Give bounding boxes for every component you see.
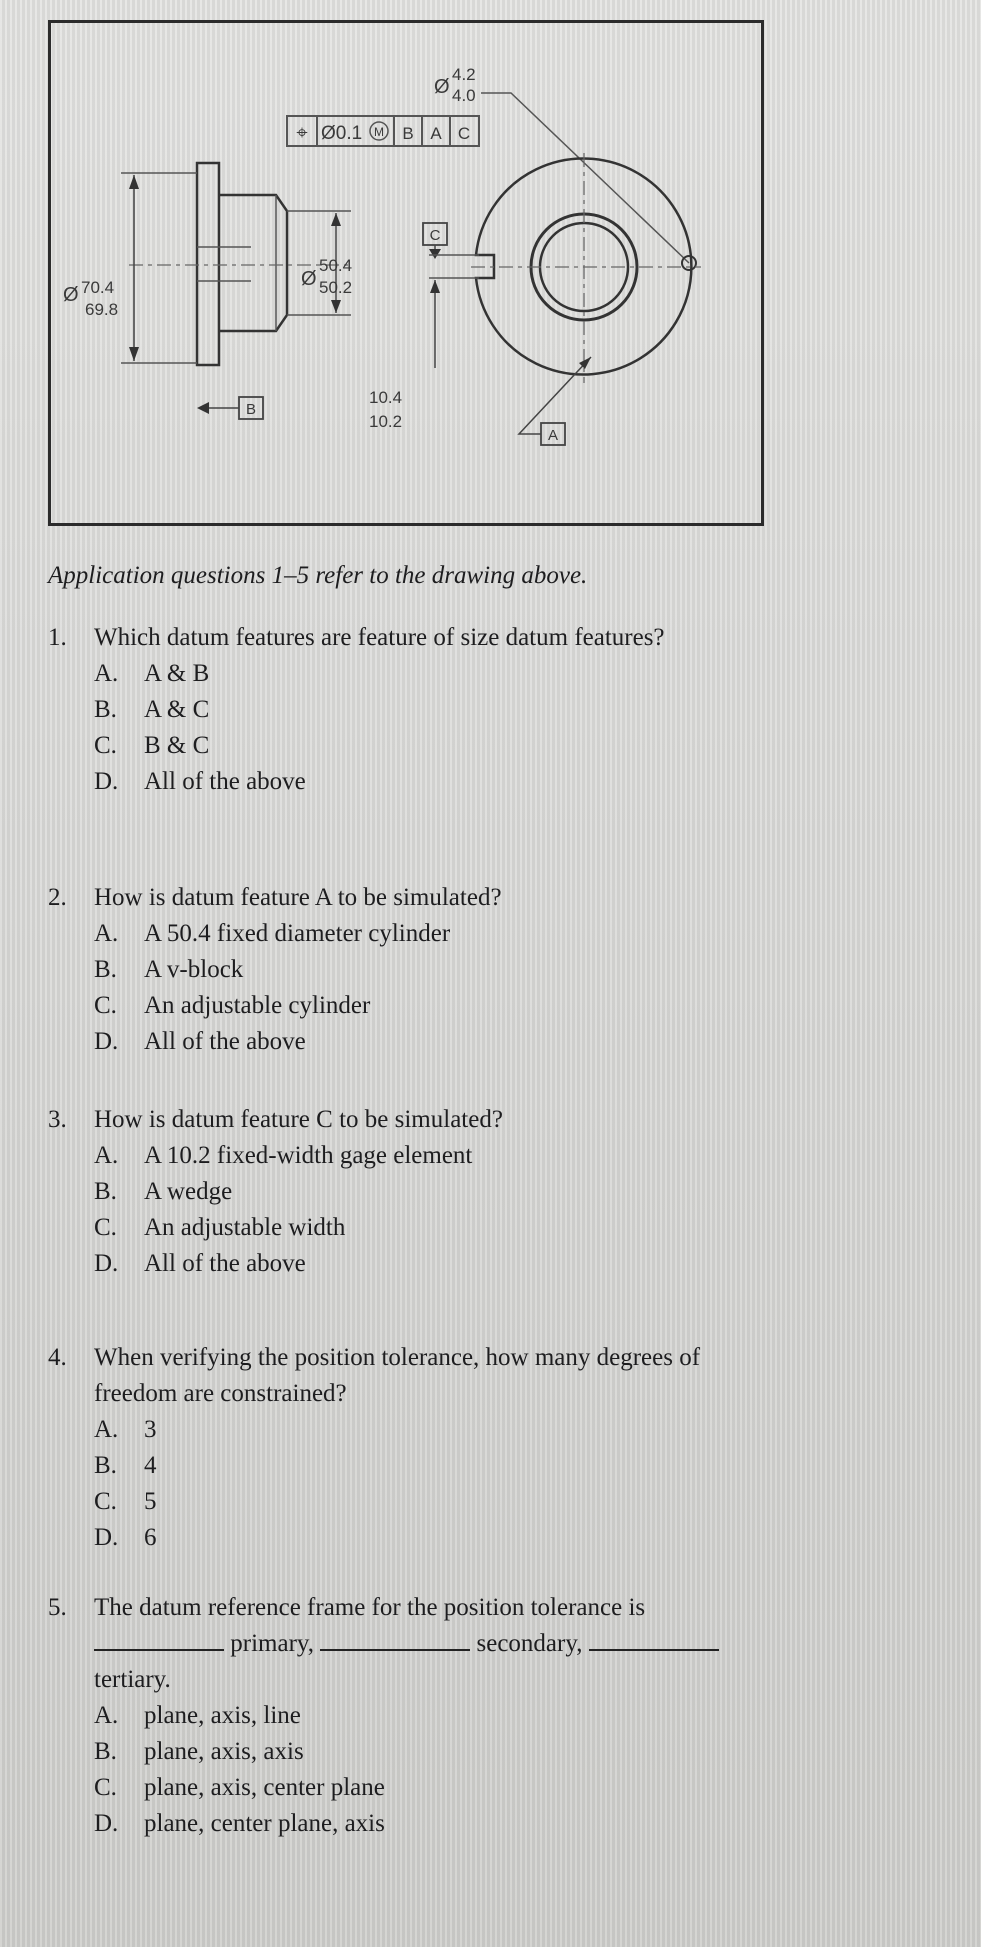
options-list <box>94 1698 768 1842</box>
option-c[interactable]: C. B & C <box>94 732 210 759</box>
question-number: 5. <box>48 1594 67 1621</box>
outer-diameter-dim <box>63 173 197 363</box>
option-a[interactable]: A. 3 <box>94 1416 157 1443</box>
option-c[interactable]: C. plane, axis, center plane <box>94 1774 385 1801</box>
svg-text:50.4: 50.4 <box>319 256 353 275</box>
svg-text:4.0: 4.0 <box>452 86 476 105</box>
hole-diameter-dim <box>434 65 689 263</box>
option-b[interactable]: B. A & C <box>94 696 210 723</box>
option-b[interactable]: B. 4 <box>94 1452 157 1479</box>
option-d[interactable]: D. 6 <box>94 1524 157 1551</box>
svg-text:Ø: Ø <box>301 268 317 290</box>
option-d[interactable]: D. All of the above <box>94 1250 306 1277</box>
question-number: 2. <box>48 884 67 911</box>
datum-c-symbol <box>423 223 447 259</box>
fcf-modifier: M <box>374 125 384 139</box>
hub-diameter-dim <box>287 211 352 315</box>
option-a[interactable]: A. A & B <box>94 660 210 687</box>
option-c[interactable]: C. An adjustable cylinder <box>94 992 371 1019</box>
blank-primary[interactable] <box>94 1629 224 1651</box>
option-c[interactable]: C. 5 <box>94 1488 157 1515</box>
option-d[interactable]: D. All of the above <box>94 768 306 795</box>
options-list <box>94 1138 768 1282</box>
intro-text: Application questions 1–5 refer to the drawing above. <box>48 562 588 589</box>
question-4 <box>48 1340 768 1556</box>
option-d[interactable]: D. All of the above <box>94 1028 306 1055</box>
side-view <box>129 163 351 365</box>
options-list <box>94 656 768 800</box>
options-list <box>94 916 768 1060</box>
question-text: How is datum feature C to be simulated? <box>94 1106 503 1133</box>
blank-secondary[interactable] <box>320 1629 470 1651</box>
blank-tertiary[interactable] <box>589 1629 719 1651</box>
feature-control-frame <box>287 116 479 146</box>
option-b[interactable]: B. A v-block <box>94 956 244 983</box>
svg-text:10.4: 10.4 <box>369 388 403 407</box>
option-a[interactable]: A. plane, axis, line <box>94 1702 301 1729</box>
option-d[interactable]: D. plane, center plane, axis <box>94 1810 385 1837</box>
svg-text:Ø: Ø <box>63 284 79 306</box>
fcf-datum-2: A <box>430 124 442 143</box>
fcf-datum-3: C <box>457 124 471 143</box>
question-text: Which datum features are feature of size datum features? <box>94 624 665 651</box>
question-number: 1. <box>48 624 67 651</box>
part-drawing-svg <box>51 23 761 523</box>
question-number: 3. <box>48 1106 67 1133</box>
options-list <box>94 1412 768 1556</box>
svg-text:10.2: 10.2 <box>369 412 403 431</box>
question-text: The datum reference frame for the position tolerance is primary, secondary, tertiary. <box>94 1590 768 1698</box>
fcf-datum-1: B <box>402 124 414 143</box>
question-text: When verifying the position tolerance, how many degrees of freedom are constrained? <box>94 1344 701 1407</box>
svg-text:70.4: 70.4 <box>81 278 115 297</box>
question-number: 4. <box>48 1344 67 1371</box>
engineering-drawing <box>48 20 764 526</box>
option-a[interactable]: A. A 10.2 fixed-width gage element <box>94 1142 473 1169</box>
datum-b-symbol <box>197 397 263 419</box>
option-c[interactable]: C. An adjustable width <box>94 1214 346 1241</box>
svg-text:Ø: Ø <box>434 76 450 98</box>
question-text: How is datum feature A to be simulated? <box>94 884 502 911</box>
position-symbol: ⌖ <box>296 122 308 144</box>
svg-text:B: B <box>245 401 257 418</box>
svg-text:50.2: 50.2 <box>319 278 353 297</box>
question-1 <box>48 620 768 800</box>
slot-width-dim <box>369 255 479 431</box>
svg-text:4.2: 4.2 <box>452 65 476 84</box>
svg-text:A: A <box>547 427 559 444</box>
fcf-tolerance: Ø0.1 <box>321 123 363 144</box>
svg-text:69.8: 69.8 <box>85 300 119 319</box>
question-2 <box>48 880 768 1060</box>
front-view <box>471 153 701 383</box>
question-5 <box>48 1590 768 1842</box>
option-b[interactable]: B. plane, axis, axis <box>94 1738 304 1765</box>
question-3 <box>48 1102 768 1282</box>
option-b[interactable]: B. A wedge <box>94 1178 233 1205</box>
option-a[interactable]: A. A 50.4 fixed diameter cylinder <box>94 920 451 947</box>
svg-text:C: C <box>429 227 441 244</box>
